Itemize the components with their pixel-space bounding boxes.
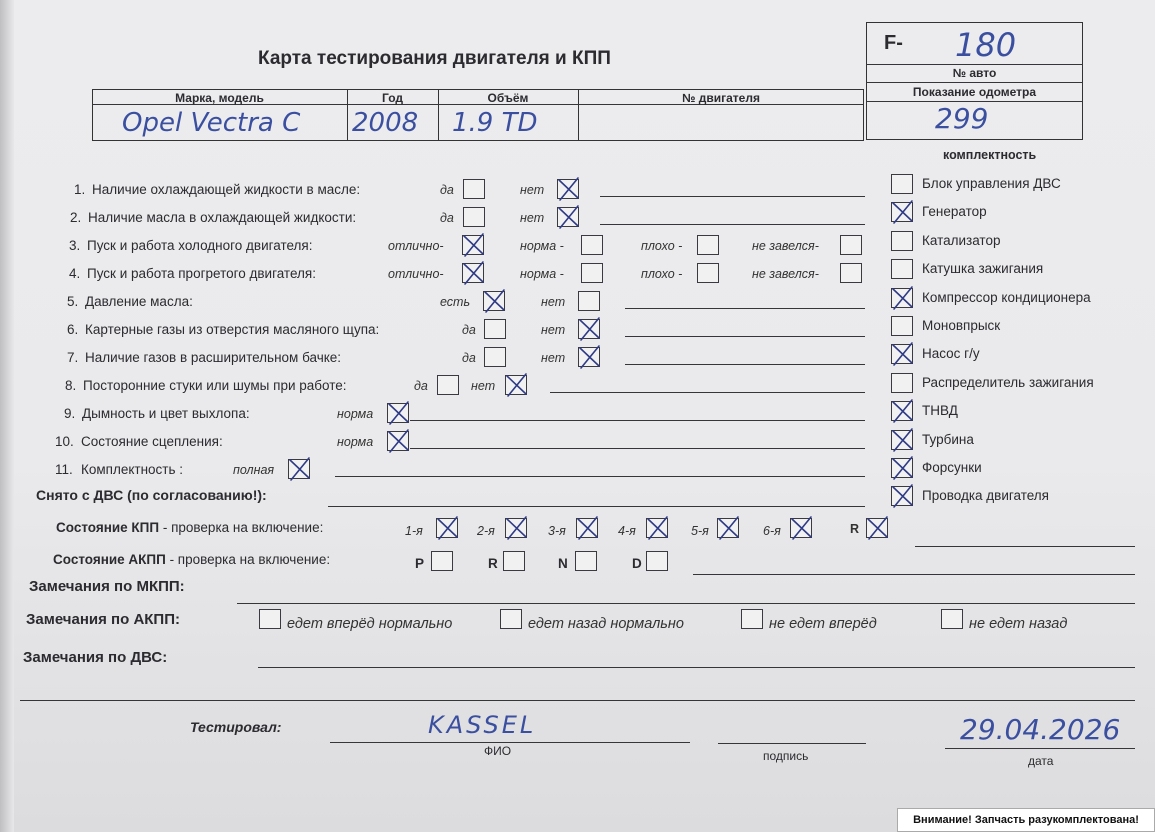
answer-line	[625, 336, 865, 337]
check-option-label: не завелся-	[752, 267, 819, 281]
check-option-label: полная	[233, 463, 275, 477]
header-make-model: Марка, модель	[175, 91, 264, 105]
check-mark-icon	[554, 174, 584, 202]
answer-line	[335, 476, 865, 477]
answer-line	[600, 196, 865, 197]
check-mark-icon	[285, 454, 315, 482]
equipment-item-label: Насос г/у	[922, 346, 980, 362]
check-label: Картерные газы из отверстия масляного щупа:	[85, 322, 380, 337]
gear-label: 2-я	[477, 524, 495, 538]
gear-label: 6-я	[763, 524, 781, 538]
equipment-heading: комплектность	[943, 148, 1037, 162]
check-mark-icon	[459, 258, 489, 286]
remarks-mkpp-label: Замечания по МКПП:	[29, 578, 185, 595]
tested-by-label: Тестировал:	[190, 719, 282, 735]
header-year: Год	[382, 91, 403, 105]
akpp-remark-label: едет назад нормально	[528, 616, 684, 632]
kpp-label-rest: - проверка на включение:	[159, 520, 324, 535]
check-number: 9.	[64, 406, 76, 421]
page-title: Карта тестирования двигателя и КПП	[258, 48, 611, 69]
equipment-item-label: Проводка двигателя	[922, 488, 1049, 504]
check-option-checkbox[interactable]	[463, 207, 485, 227]
check-mark-icon	[863, 513, 893, 541]
equipment-item-label: Катушка зажигания	[922, 261, 1044, 277]
gear-label: 4-я	[618, 524, 636, 538]
check-label: Комплектность :	[81, 462, 184, 477]
check-mark-icon	[502, 513, 532, 541]
check-mark-icon	[384, 398, 414, 426]
equipment-item-label: Компрессор кондиционера	[922, 289, 1091, 305]
akpp-label-bold: Состояние АКПП	[53, 552, 166, 567]
akpp-remark-label: не едет назад	[969, 616, 1068, 632]
header-odometer: Показание одометра	[912, 85, 1037, 99]
akpp-label-rest: - проверка на включение:	[165, 552, 331, 567]
gear-label: 3-я	[548, 524, 566, 538]
check-option-label: да	[414, 379, 428, 393]
check-mark-icon	[888, 339, 918, 367]
check-option-label: нет	[520, 183, 545, 197]
equipment-checkbox[interactable]	[891, 373, 913, 393]
akpp-mode-checkbox[interactable]	[503, 551, 525, 571]
volume-value: 1.9 TD	[452, 108, 538, 138]
check-mark-icon	[787, 513, 817, 541]
answer-line	[600, 224, 865, 225]
akpp-mode-label: D	[632, 556, 642, 571]
akpp-mode-label: R	[488, 556, 498, 571]
check-label: Пуск и работа холодного двигателя:	[87, 238, 313, 253]
check-mark-icon	[888, 481, 918, 509]
check-option-checkbox[interactable]	[581, 263, 603, 283]
check-number: 8.	[65, 378, 77, 393]
check-option-checkbox[interactable]	[484, 347, 506, 367]
check-option-label: норма	[337, 435, 374, 449]
gear-label: 1-я	[405, 524, 423, 538]
akpp-remark-checkbox[interactable]	[741, 609, 763, 629]
check-number: 6.	[67, 322, 79, 337]
equipment-item-label: Форсунки	[922, 460, 982, 475]
check-label: Давление масла:	[85, 294, 193, 309]
gear-label: R	[850, 522, 860, 536]
check-option-label: отлично-	[388, 267, 444, 281]
check-label: Состояние сцепления:	[81, 434, 223, 449]
check-option-label: да	[462, 323, 476, 337]
akpp-remark-label: не едет вперёд	[769, 616, 877, 632]
check-option-label: норма -	[520, 239, 564, 253]
check-mark-icon	[575, 314, 605, 342]
equipment-item-label: Распределитель зажигания	[922, 374, 1094, 390]
disassembled-notice: Внимание! Запчасть разукомплектована!	[897, 808, 1155, 832]
akpp-remark-checkbox[interactable]	[259, 609, 281, 629]
form-number-prefix: F-	[884, 32, 903, 54]
date-label: дата	[1028, 754, 1054, 768]
check-option-label: да	[440, 211, 454, 225]
header-engine-number: № двигателя	[682, 91, 760, 105]
odometer-value: 299	[935, 102, 989, 135]
check-option-label: нет	[471, 379, 496, 393]
check-option-label: есть	[440, 295, 471, 309]
check-option-label: да	[462, 351, 476, 365]
equipment-item-label: Турбина	[922, 431, 974, 447]
check-option-label: нет	[541, 323, 566, 337]
check-mark-icon	[554, 202, 584, 230]
date-value: 29.04.2026	[960, 713, 1121, 746]
akpp-mode-label: P	[415, 556, 425, 571]
kpp-label-bold: Состояние КПП	[56, 520, 160, 535]
check-mark-icon	[888, 453, 918, 481]
check-option-checkbox[interactable]	[697, 235, 719, 255]
check-label: Посторонние стуки или шумы при работе:	[83, 378, 347, 393]
check-option-label: не завелся-	[752, 239, 819, 253]
akpp-remark-checkbox[interactable]	[941, 609, 963, 629]
check-option-label: отлично-	[388, 239, 444, 253]
check-option-checkbox[interactable]	[697, 263, 719, 283]
equipment-item-label: Блок управления ДВС	[922, 176, 1061, 191]
check-option-checkbox[interactable]	[578, 291, 600, 311]
akpp-label	[53, 552, 330, 567]
check-number: 1.	[74, 182, 86, 197]
check-option-label: норма	[337, 407, 374, 421]
check-label: Наличие масла в охлаждающей жидкости:	[88, 210, 357, 225]
check-option-checkbox[interactable]	[840, 263, 862, 283]
check-number: 3.	[69, 238, 81, 253]
check-mark-icon	[714, 513, 744, 541]
check-label: Наличие газов в расширительном бачке:	[85, 350, 342, 365]
gear-label: 5-я	[691, 524, 709, 538]
check-number: 10.	[55, 434, 74, 449]
check-mark-icon	[433, 513, 463, 541]
akpp-mode-checkbox[interactable]	[646, 551, 668, 571]
year-value: 2008	[352, 108, 419, 138]
check-mark-icon	[888, 396, 918, 424]
check-option-label: нет	[541, 295, 566, 309]
equipment-checkbox[interactable]	[891, 231, 913, 251]
answer-line	[625, 308, 865, 309]
check-number: 2.	[70, 210, 82, 225]
equipment-item-label: Катализатор	[922, 232, 1001, 248]
check-option-label: да	[440, 183, 454, 197]
kpp-label	[56, 520, 323, 535]
check-option-label: норма -	[520, 267, 564, 281]
check-option-label: плохо -	[641, 267, 683, 281]
remarks-dvs-label: Замечания по ДВС:	[23, 649, 168, 666]
answer-line	[410, 420, 865, 421]
equipment-item-label: Моновпрыск	[922, 318, 1001, 333]
check-mark-icon	[888, 283, 918, 311]
check-option-checkbox[interactable]	[484, 319, 506, 339]
equipment-item-label: ТНВД	[922, 403, 958, 419]
check-mark-icon	[888, 197, 918, 225]
akpp-remark-checkbox[interactable]	[500, 609, 522, 629]
akpp-remark-label: едет вперёд нормально	[287, 616, 453, 632]
check-label: Наличие охлаждающей жидкости в масле:	[92, 182, 361, 197]
make-model-value: Opel Vectra C	[122, 108, 301, 138]
check-mark-icon	[575, 342, 605, 370]
check-number: 4.	[69, 266, 81, 281]
check-mark-icon	[459, 230, 489, 258]
signature-label: подпись	[763, 749, 809, 763]
answer-line	[625, 364, 865, 365]
check-number: 11.	[55, 462, 73, 477]
check-option-checkbox[interactable]	[437, 375, 459, 395]
answer-line	[410, 448, 865, 449]
akpp-mode-checkbox[interactable]	[575, 551, 597, 571]
check-label: Пуск и работа прогретого двигателя:	[87, 266, 316, 281]
check-number: 7.	[67, 350, 79, 365]
tester-name: KASSEL	[428, 711, 537, 739]
check-mark-icon	[573, 513, 603, 541]
check-option-label: нет	[541, 351, 566, 365]
check-mark-icon	[888, 425, 918, 453]
check-mark-icon	[643, 513, 673, 541]
remarks-akpp-label: Замечания по АКПП:	[26, 611, 180, 628]
equipment-checkbox[interactable]	[891, 174, 913, 194]
fio-label: ФИО	[484, 744, 512, 758]
check-mark-icon	[384, 426, 414, 454]
akpp-mode-checkbox[interactable]	[431, 551, 453, 571]
check-option-label: плохо -	[641, 239, 683, 253]
equipment-checkbox[interactable]	[891, 316, 913, 336]
check-mark-icon	[480, 286, 510, 314]
removed-label: Снято с ДВС (по согласованию!):	[36, 487, 267, 503]
equipment-item-label: Генератор	[922, 204, 987, 220]
check-option-checkbox[interactable]	[463, 179, 485, 199]
paper-edge-shadow	[0, 0, 14, 832]
car-number-label: № авто	[952, 66, 997, 80]
check-label: Дымность и цвет выхлопа:	[82, 406, 250, 421]
form-number-value: 180	[955, 26, 1017, 64]
header-volume: Объём	[487, 91, 529, 105]
check-mark-icon	[502, 370, 532, 398]
equipment-checkbox[interactable]	[891, 259, 913, 279]
answer-line	[550, 392, 865, 393]
check-option-label: нет	[520, 211, 545, 225]
check-option-checkbox[interactable]	[581, 235, 603, 255]
check-number: 5.	[67, 294, 79, 309]
akpp-mode-label: N	[558, 556, 568, 571]
check-option-checkbox[interactable]	[840, 235, 862, 255]
